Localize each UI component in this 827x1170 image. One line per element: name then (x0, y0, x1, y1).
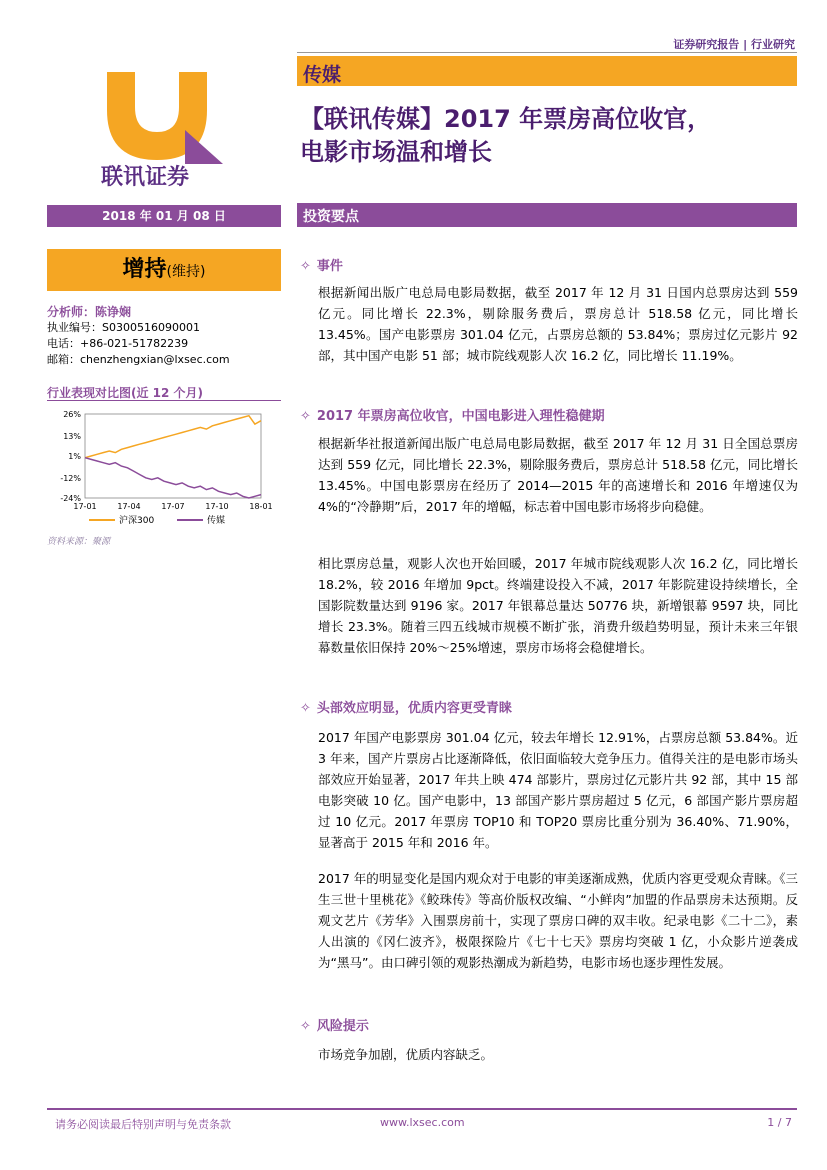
rating-box (47, 249, 281, 291)
performance-chart (47, 402, 281, 532)
section-paragraph: 2017 年国产电影票房 301.04 亿元，较去年增长 12.91%，占票房总额 53.84%。近 3 年来，国产片票房占比逐渐降低，依旧面临较大竞争压力。值得关注的是电影市场头部效应开始显著，2017 年共上映 474 部影片，票房过亿元影片共 92 部，其中 15 部电影突破 10 亿。国产电影中，13 部国产影片票房超过 5 亿元，6 部国产影片票房超过 10 亿元。2017 年票房 TOP10 和 TOP20 票房比重分别为 36.40%、71.90%，显著高于 2015 年和 2016 年。 (318, 730, 798, 850)
legend-label: 沪深300 (119, 516, 155, 526)
lianxun-logo-icon (95, 62, 240, 187)
section-paragraph: 根据新华社报道新闻出版广电总局电影局数据，截至 2017 年 12 月 31 日全国总票房达到 559 亿元，同比增长 22.3%，剔除服务费后，票房总计 518.58 亿元，同比增长 13.45%。中国电影票房在经历了 2014—2015 年的高速增长和 2016 年增速仅为 4%的“冷静期”后，2017 年的增幅，标志着中国电影市场将步向稳健。 (318, 436, 798, 514)
x-tick-label: 18-01 (249, 502, 273, 511)
report-date: 2018 年 01 月 08 日 (47, 205, 281, 227)
section-bar-label: 投资要点 (303, 209, 359, 225)
logo-text: 联讯证券 (101, 165, 190, 187)
section-heading-text: 头部效应明显，优质内容更受青睐 (316, 701, 512, 716)
section-heading-text: 事件 (316, 259, 343, 274)
section-paragraph: 根据新闻出版广电总局电影局数据，截至 2017 年 12 月 31 日国内总票房达到 559 亿元。同比增长 22.3%，剔除服务费后，票房总计 518.58 亿元，同比增长 13.45%。国产电影票房 301.04 亿元，占票房总额的 53.84%；票房过亿元影片 92 部，其中国产电影 51 部；城市院线观影人次 16.2 亿，同比增长 11.19%。 (318, 285, 798, 363)
analyst-phone: 电话：+86-021-51782239 (47, 337, 189, 350)
chart-title-divider (47, 400, 281, 401)
x-tick-label: 17-04 (117, 502, 141, 511)
footer-divider (47, 1108, 797, 1110)
section-heading (300, 697, 512, 716)
section-heading-text: 风险提示 (316, 1019, 369, 1034)
y-tick-label: -12% (60, 473, 81, 483)
section-heading-text: 2017 年票房高位收官，中国电影进入理性稳健期 (316, 409, 605, 424)
y-tick-label: 1% (68, 452, 81, 461)
report-title (300, 103, 820, 169)
title-line-2: 电影市场温和增长 (300, 138, 492, 166)
section-heading (300, 1015, 369, 1034)
rating-sub: (维持) (166, 264, 206, 280)
report-type: 证券研究报告 | 行业研究 (673, 38, 795, 51)
series-line (85, 416, 261, 458)
chart-source: 资料来源：聚源 (47, 537, 111, 547)
x-tick-label: 17-07 (161, 502, 185, 511)
section-paragraph: 2017 年的明显变化是国内观众对于电影的审美逐渐成熟，优质内容更受观众青睐。《三生三世十里桃花》《鲛珠传》等高价版权改编、“小鲜肉”加盟的作品票房未达预期。反观文艺片《芳华》入围票房前十，实现了票房口碑的双丰收。纪录电影《二十二》，素人出演的《冈仁波齐》，极限探险片《七十七天》票房均突破 1 亿，小众影片逆袭成为“黑马”。由口碑引领的观影热潮成为新趋势，电影市场也逐步理性发展。 (318, 871, 798, 970)
footer-disclaimer: 请务必阅读最后特别声明与免责条款 (55, 1118, 231, 1131)
diamond-icon: ✧ (300, 259, 311, 274)
section-paragraph: 相比票房总量，观影人次也开始回暖，2017 年城市院线观影人次 16.2 亿，同比增长 18.2%，较 2016 年增加 9pct。终端建设投入不减，2017 年影院建设持续增长，全国影院数量达到 9196 家。2017 年银幕总量达 50776 块，新增银幕 9597 块，同比增长 23.3%。随着三四五线城市规模不断扩张，消费升级趋势明显，预计未来三年银幕数量依旧保持 20%～25%增速，票房市场将会稳健增长。 (318, 556, 798, 655)
legend-label: 传媒 (207, 516, 226, 526)
section-paragraph: 市场竞争加剧，优质内容缺乏。 (318, 1047, 494, 1062)
analyst-name: 分析师：陈诤娴 (47, 305, 132, 319)
y-tick-label: -24% (60, 494, 81, 503)
x-tick-label: 17-01 (73, 502, 97, 511)
rating-main: 增持 (122, 257, 167, 282)
diamond-icon: ✧ (300, 409, 311, 424)
chart-plot-frame (85, 414, 261, 498)
sector-label: 传媒 (303, 64, 342, 86)
analyst-license: 执业编号：S0300516090001 (47, 321, 200, 334)
y-tick-label: 13% (63, 431, 81, 441)
top-divider (297, 52, 797, 53)
series-line (85, 458, 261, 498)
analyst-email: 邮箱：chenzhengxian@lxsec.com (47, 353, 230, 366)
chart-title: 行业表现对比图(近 12 个月) (47, 386, 204, 400)
sector-bar (297, 56, 797, 86)
footer-page: 1 / 7 (767, 1116, 792, 1129)
footer-url[interactable]: www.lxsec.com (380, 1116, 465, 1129)
x-tick-label: 17-10 (205, 502, 229, 511)
analyst-info (47, 304, 230, 368)
diamond-icon: ✧ (300, 701, 311, 716)
y-tick-label: 26% (63, 410, 81, 419)
section-bar (297, 203, 797, 227)
section-heading (300, 255, 343, 274)
section-heading (300, 405, 605, 424)
title-line-1: 【联讯传媒】2017 年票房高位收官， (300, 105, 712, 133)
diamond-icon: ✧ (300, 1019, 311, 1034)
